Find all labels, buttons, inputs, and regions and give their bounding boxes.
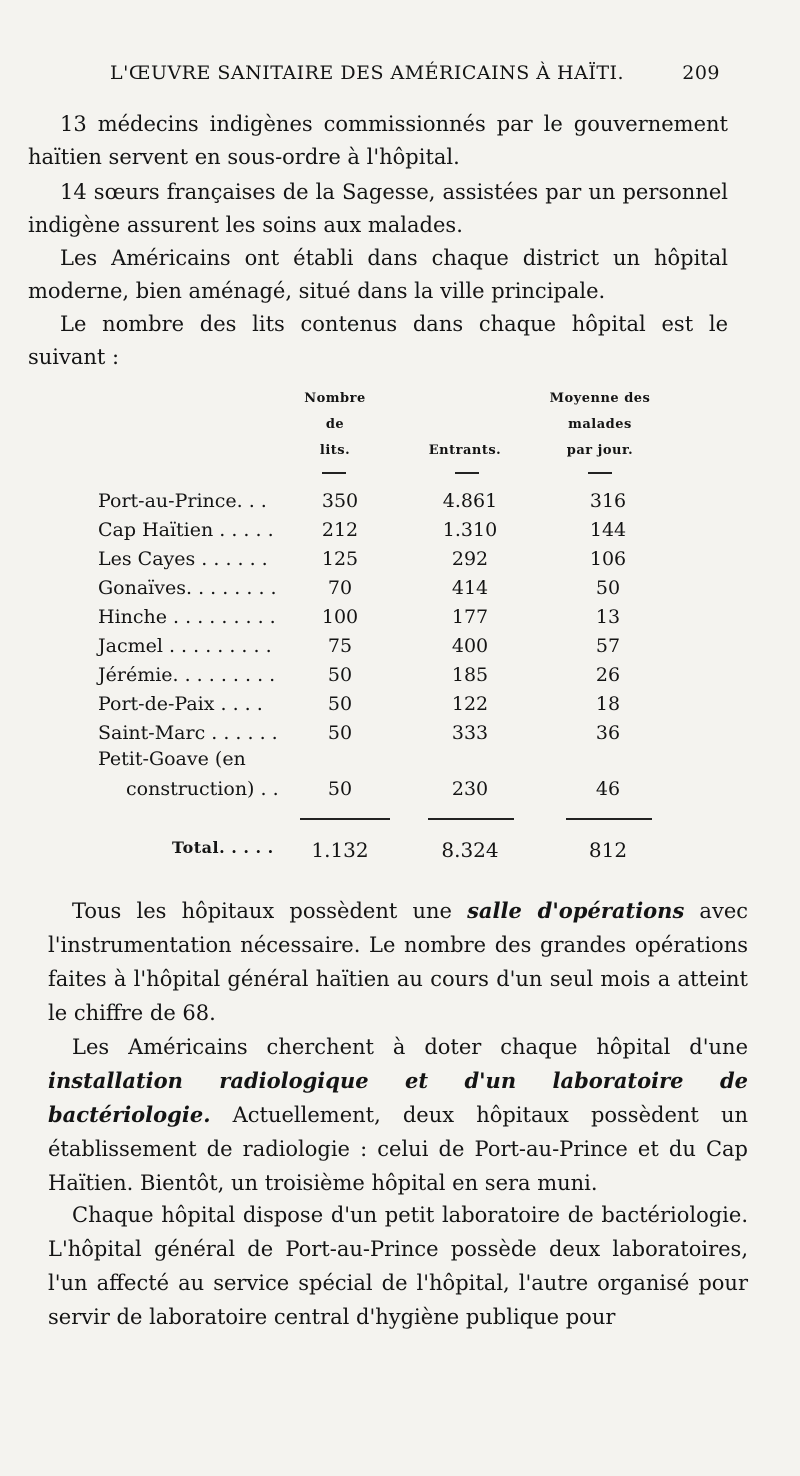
paragraph-hospitals: Les Américains ont établi dans chaque district un hôpital moderne, bien aménagé, situé dans la ville principale. [28,246,728,303]
table-row [0,664,800,694]
row-entrants: 414 [451,577,489,599]
row-beds: 50 [327,693,353,715]
row-entrants: 1.310 [442,519,498,541]
table-row [0,635,800,665]
table-row [0,519,800,549]
row-beds: 50 [327,722,353,744]
total-rule-entrants [428,818,514,820]
text-segment: Tous les hôpitaux possèdent une [72,899,468,923]
paragraph-physicians: 13 médecins indigènes commissionnés par le gouvernement haïtien servent en sous-ordre à l'hôpital. [28,112,728,169]
header-entrants: Entrants. [428,443,502,458]
table-row [0,548,800,578]
row-beds: 75 [327,635,353,657]
row-average: 13 [595,606,621,628]
row-average: 36 [595,722,621,744]
row-name: Les Cayes . . . . . . [98,548,268,570]
row-average: 144 [589,519,627,541]
header-rule-entrants [455,472,479,474]
emphasis-text: salle d'opérations [467,898,685,923]
row-entrants: 185 [451,664,489,686]
table-row-petit-goave-cont [0,778,800,808]
row-beds: 50 [327,664,353,686]
row-name: Jérémie. . . . . . . . . [98,664,276,686]
row-name: Jacmel . . . . . . . . . [98,635,272,657]
paragraph-beds-intro: Le nombre des lits contenus dans chaque hôpital est le suivant : [28,312,728,369]
table-row [0,577,800,607]
header-rule-beds [322,472,346,474]
row-average: 106 [589,548,627,570]
header-average-line3: par jour. [566,443,634,458]
row-average: 57 [595,635,621,657]
row-name: Saint-Marc . . . . . . [98,722,278,744]
header-beds [270,386,400,464]
row-entrants: 333 [451,722,489,744]
header-average-line1: Moyenne des [549,391,651,406]
row-entrants: 292 [451,548,489,570]
row-beds: 70 [327,577,353,599]
paragraph-laboratories: Chaque hôpital dispose d'un petit laboratoire de bactériologie. L'hôpital général de Port-au-Prince possède deux laboratoires, l'un affecté au service spécial de l'hôpital, l'autre organisé pour servir de laboratoire central d'hygiène publique pour [48,1203,748,1329]
page-number: 209 [682,62,720,84]
text-segment: Actuellement, deux hôpitaux possèdent un établissement de radiologie : celui de Port-au-Prince et du Cap Haïtien. Bientôt, un troisième hôpital en sera muni. [48,1103,748,1195]
row-average: 316 [589,490,627,512]
total-rule-average [566,818,652,820]
row-entrants: 122 [451,693,489,715]
row-average: 18 [595,693,621,715]
paragraph-operating-rooms [48,894,748,1030]
row-name: Gonaïves. . . . . . . . [98,577,277,599]
table-row-petit-goave [0,748,800,778]
row-beds: 100 [321,606,359,628]
emphasis-text: installation radiologique et d'un laboratoire de bactériologie. [48,1068,748,1127]
paragraph-sisters: 14 sœurs françaises de la Sagesse, assistées par un personnel indigène assurent les soins aux malades. [28,180,728,237]
header-average [530,386,670,464]
table-row [0,490,800,520]
total-entrants: 8.324 [441,838,499,862]
row-entrants: 4.861 [442,490,498,512]
running-head-title: L'ŒUVRE SANITAIRE DES AMÉRICAINS À HAÏTI. [110,62,625,84]
header-rule-average [588,472,612,474]
row-entrants: 400 [451,635,489,657]
text-segment: Les Américains cherchent à doter chaque hôpital d'une [72,1035,748,1059]
row-beds: 350 [321,490,359,512]
row-beds: 50 [327,778,353,800]
row-name-cont: construction) . . [126,778,279,800]
row-average: 46 [595,778,621,800]
paragraph-radiology [48,1030,748,1200]
row-name: Hinche . . . . . . . . . [98,606,276,628]
table-total-row [0,838,800,868]
total-average: 812 [588,838,628,862]
row-entrants: 230 [451,778,489,800]
total-beds: 1.132 [311,838,369,862]
table-row [0,693,800,723]
text-segment: avec l'instrumentation nécessaire. Le nombre des grandes opérations faites à l'hôpital général haïtien au cours d'un seul mois a atteint le chiffre de 68. [48,899,749,1025]
header-beds-line3: lits. [319,443,351,458]
total-rule-beds [300,818,390,820]
row-name: Petit-Goave (en [98,748,246,770]
header-beds-line2: de [325,417,345,432]
row-average: 26 [595,664,621,686]
row-beds: 212 [321,519,359,541]
row-entrants: 177 [451,606,489,628]
row-beds: 125 [321,548,359,570]
row-name: Port-au-Prince. . . [98,490,267,512]
header-beds-line1: Nombre [304,391,366,406]
table-row [0,606,800,636]
row-name: Port-de-Paix . . . . [98,693,263,715]
header-average-line2: malades [568,417,632,432]
running-head [110,62,720,84]
total-label: Total. . . . . [172,838,274,857]
row-average: 50 [595,577,621,599]
row-name: Cap Haïtien . . . . . [98,519,274,541]
